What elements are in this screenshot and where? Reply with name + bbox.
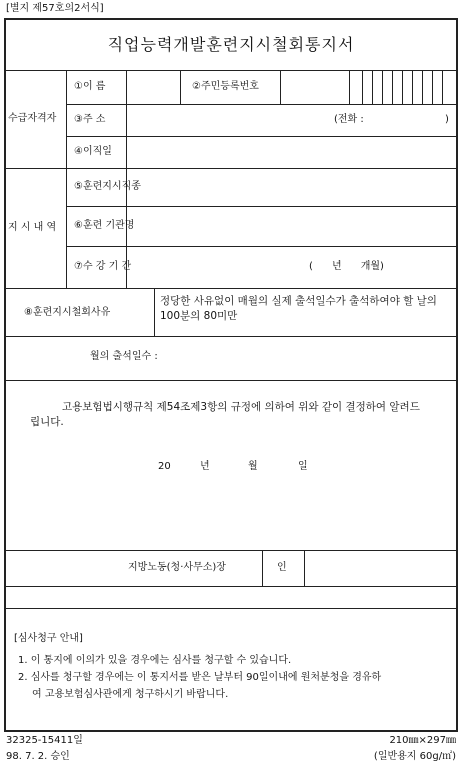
leave-date-field[interactable] bbox=[127, 137, 457, 167]
divider bbox=[262, 550, 263, 586]
date-year-unit: 년 bbox=[200, 461, 210, 472]
divider bbox=[4, 70, 458, 71]
rrn-digit-box bbox=[422, 70, 423, 104]
recipient-section-label: 수급자격자 bbox=[8, 113, 57, 124]
address-field[interactable] bbox=[127, 105, 327, 135]
divider bbox=[4, 586, 458, 587]
period-value: ( 년 개월) bbox=[309, 261, 384, 272]
phone-label: (전화 : bbox=[334, 114, 364, 125]
divider bbox=[4, 288, 458, 289]
address-label: ③주 소 bbox=[74, 114, 106, 125]
divider bbox=[154, 288, 155, 336]
rrn-digit-box bbox=[442, 70, 443, 104]
appeal-heading: [심사청구 안내] bbox=[14, 633, 83, 644]
leave-date-label: ④이직일 bbox=[74, 146, 112, 157]
date-day-unit: 일 bbox=[298, 461, 308, 472]
institution-field[interactable] bbox=[127, 207, 457, 245]
rrn-digit-box bbox=[372, 70, 373, 104]
rrn-digit-box bbox=[412, 70, 413, 104]
divider bbox=[4, 380, 458, 381]
attendance-label: 월의 출석일수 : bbox=[90, 351, 158, 362]
divider bbox=[180, 70, 181, 104]
training-type-label: ⑤훈련지시직종 bbox=[74, 181, 141, 192]
form-number-label: [별지 제57호의2서식] bbox=[6, 3, 104, 14]
divider bbox=[304, 550, 305, 586]
page-title: 직업능력개발훈련지시철회통지서 bbox=[107, 35, 355, 54]
withdrawal-reason-text: 정당한 사유없이 매월의 실제 출석일수가 출석하여야 할 날의 100분의 80미만 bbox=[160, 295, 437, 322]
divider bbox=[280, 70, 281, 104]
divider bbox=[4, 336, 458, 337]
rrn-label: ②주민등록번호 bbox=[192, 81, 259, 92]
period-label: ⑦수 강 기 간 bbox=[74, 261, 132, 272]
appeal-item-2a: 2. 심사를 청구할 경우에는 이 통지서를 받은 날부터 90일이내에 원처분청을 경유하 bbox=[18, 672, 382, 683]
divider bbox=[4, 608, 458, 609]
divider bbox=[4, 550, 458, 551]
institution-label: ⑥훈련 기관명 bbox=[74, 220, 135, 231]
rrn-digit-box bbox=[382, 70, 383, 104]
rrn-digit-box bbox=[362, 70, 363, 104]
rrn-digit-box bbox=[392, 70, 393, 104]
appeal-item-2b: 여 고용보험심사관에게 청구하시기 바랍니다. bbox=[32, 689, 229, 700]
rrn-digit-box bbox=[349, 70, 350, 104]
name-field[interactable] bbox=[127, 71, 179, 103]
footer-code: 32325-15411일 bbox=[6, 735, 83, 746]
withdrawal-reason-label: ⑧훈련지시철회사유 bbox=[24, 307, 111, 318]
rrn-digit-box bbox=[402, 70, 403, 104]
seal-label: 인 bbox=[277, 562, 287, 573]
footer-approval: 98. 7. 2. 승인 bbox=[6, 751, 70, 762]
name-label: ①이 름 bbox=[74, 81, 106, 92]
attendance-field[interactable] bbox=[180, 340, 380, 376]
divider bbox=[66, 246, 458, 247]
footer-paper: (일반용지 60g/㎡) bbox=[373, 751, 456, 762]
office-label: 지방노동(청·사무소)장 bbox=[128, 562, 226, 573]
date-year: 20 bbox=[158, 461, 171, 472]
training-type-field[interactable] bbox=[127, 169, 457, 205]
appeal-item-1: 1. 이 통지에 이의가 있을 경우에는 심사를 청구할 수 있습니다. bbox=[18, 655, 292, 666]
phone-close: ) bbox=[445, 114, 449, 125]
notice-text: 고용보험법시행규칙 제54조제3항의 규정에 의하여 위와 같이 결정하여 알려드립니다. bbox=[30, 401, 420, 428]
instruction-section-label: 지 시 내 역 bbox=[8, 222, 57, 233]
date-month-unit: 월 bbox=[248, 461, 258, 472]
footer-size: 210㎜×297㎜ bbox=[389, 735, 456, 746]
divider bbox=[66, 70, 67, 288]
rrn-digit-box bbox=[432, 70, 433, 104]
